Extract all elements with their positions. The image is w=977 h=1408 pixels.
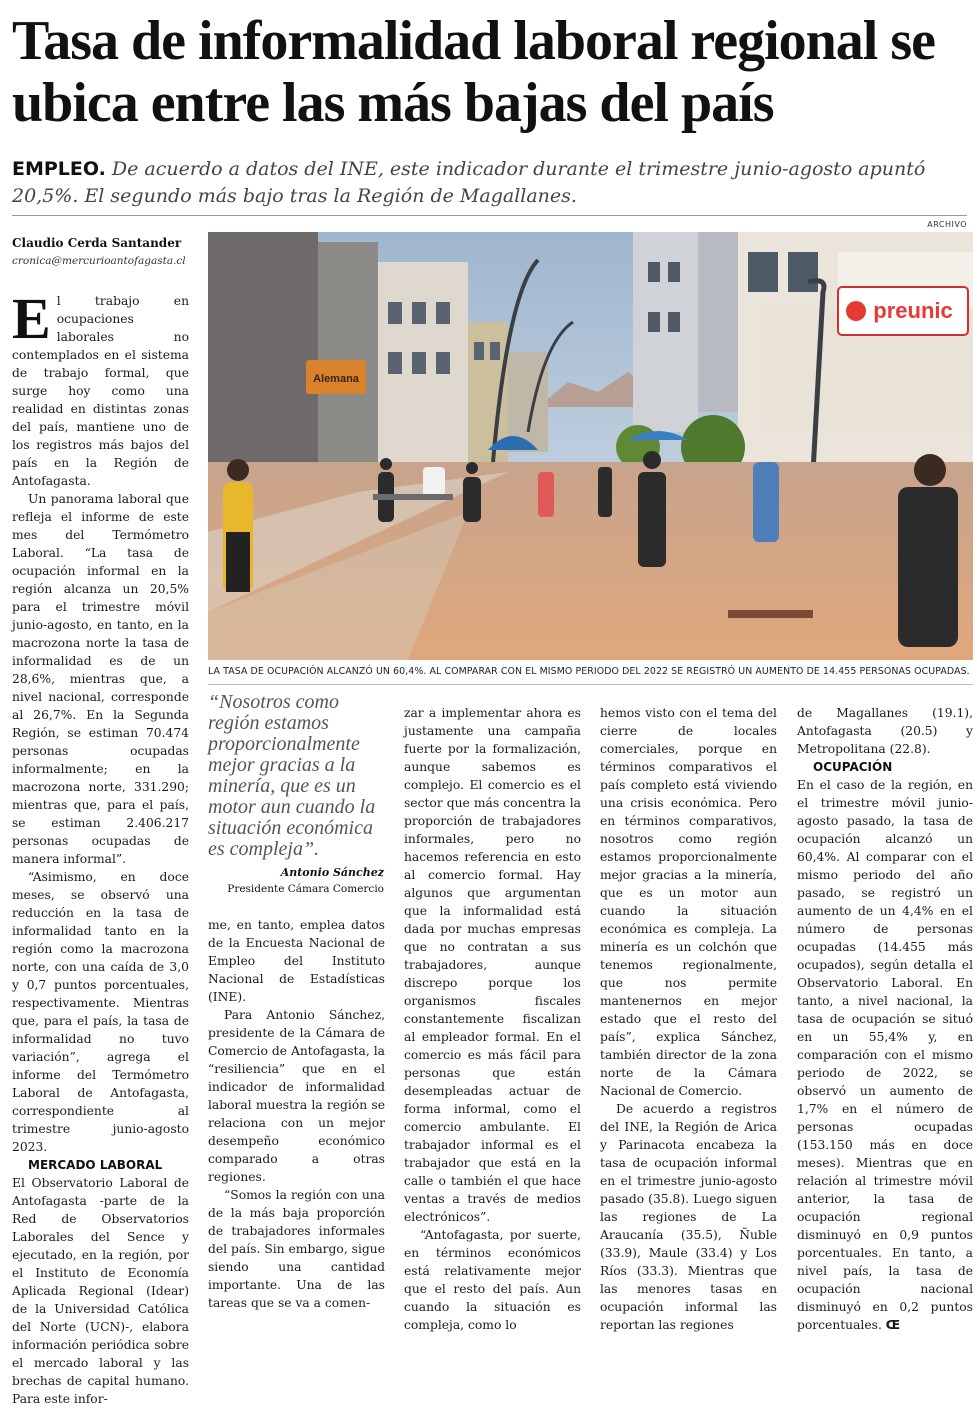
- caption-divider: [208, 684, 973, 685]
- quote-attribution: [208, 866, 384, 895]
- end-mark: Œ: [885, 1318, 901, 1332]
- byline: [12, 236, 197, 267]
- article-column-2: [208, 916, 385, 1312]
- paragraph-2: Un panorama laboral que refleja el informe de este mes del Termómetro Laboral. “La tasa de ocupación informal en la región alcanza un 20,5% para el trimestre móvil junio-agosto, en tanto, en la macrozona norte la tasa de informalidad es de un 28,6%, mientras que, a nivel nacional, corresponde al 26,7%. En la Segunda Región, se estiman 70.474 personas ocupadas informalmente; en la macrozona norte, 331.290; mientras que, para el país, se estiman 2.406.217 personas ocupadas de manera informal”.: [12, 492, 189, 866]
- subhead-ocupacion: OCUPACIÓN: [813, 760, 893, 774]
- paragraph-13: En el caso de la región, en el trimestre móvil junio-agosto pasado, la tasa de ocupación alcanzó un 60,4%. Al comparar con el mismo periodo del año pasado, se registró un aumento de un 4,4% en el número de personas ocupadas (14.455 más ocupados), según detalla el Observatorio Laboral. En tanto, a nivel nacional, la tasa de ocupación se situó en un 55,4% y, en comparación con el mismo periodo de 2022, se observó un aumento de 1,7% en el número de personas ocupadas (153.150 más en doce meses). Mientras que en relación al trimestre móvil anterior, la tasa de ocupación regional disminuyó en 0,9 puntos porcentuales. En tanto, a nivel país, la tasa de ocupación nacional disminuyó en 0,2 puntos porcentuales. Œ: [797, 778, 973, 1332]
- headline: Tasa de informalidad laboral regional se ubica entre las más bajas del país: [12, 10, 935, 134]
- drop-cap: E: [12, 286, 51, 351]
- paragraph-4: El Observatorio Laboral de Antofagasta -parte de la Red de Observatorios Laborales del Sence y ejecutado, en la región, por el Instituto de Economía Aplicada Regional (Idear) de la Universidad Católica del Norte (UCN)-, elabora información periódica sobre el mercado laboral y las brechas de capital humano. Para este infor-: [12, 1176, 189, 1406]
- paragraph-10: hemos visto con el tema del cierre de locales comerciales, porque en términos comparativos el país completo está viviendo una crisis económica. Pero en términos comparativos, nosotros como región estamos proporcionalmente mejor gracias a la minería, que es un motor aun cuando la situación económica es compleja. La minería es un colchón que tenemos regionalmente, que nos permite mantenernos en mejor estado que el resto del país”, explica Sánchez, también director de la zona norte de la Cámara Nacional de Comercio.: [600, 706, 777, 1098]
- deck: [12, 156, 967, 210]
- photo-caption: LA TASA DE OCUPACIÓN ALCANZÓ UN 60,4%. AL COMPARAR CON EL MISMO PERIODO DEL 2022 SE REGISTRÓ UN AUMENTO DE 14.455 PERSONAS OCUPADAS.: [208, 666, 970, 677]
- byline-email[interactable]: cronica@mercurioantofagasta.cl: [12, 255, 186, 267]
- article-column-4: [600, 704, 777, 1334]
- paragraph-5: me, en tanto, emplea datos de la Encuesta Nacional de Empleo del Instituto Nacional de Estadísticas (INE).: [208, 918, 385, 1004]
- street-photo: [208, 232, 973, 660]
- header-divider: [12, 215, 967, 216]
- deck-kicker: EMPLEO.: [12, 158, 106, 180]
- street-photo-illustration: [208, 232, 973, 660]
- paragraph-12: de Magallanes (19.1), Antofagasta (20.5) y Metropolitana (22.8).: [797, 706, 973, 756]
- article-column-1: [12, 286, 189, 1408]
- shop-sign-text: Alemana: [313, 373, 359, 385]
- paragraph-8: zar a implementar ahora es justamente una campaña fuerte por la formalización, aunque sabemos es complejo. El comercio es el sector que más concentra la proporción de trabajadores informales, pero no hacemos referencia en esto al comercio formal. Hay algunos que argumentan que la informalidad está dada por muchas empresas que no contratan a sus trabajadores, aunque discrepo porque los organismos fiscales constantemente fiscalizan al empleador formal. En el comercio es más fácil para personas que están desempleadas actuar de forma informal, como el comercio ambulante. El trabajador informal es el trabajador que está en la calle o también el que hace ventas a través de medios electrónicos”.: [404, 706, 581, 1224]
- paragraph-9: “Antofagasta, por suerte, en términos económicos está relativamente mejor que el resto del país. Aun cuando la situación es compleja, como lo: [404, 1228, 581, 1332]
- pull-quote: “Nosotros como región estamos proporcionalmente mejor gracias a la minería, que es un motor aun cuando la situación económica es compleja”.: [208, 691, 376, 860]
- paragraph-11: De acuerdo a registros del INE, la Región de Arica y Parinacota encabeza la tasa de ocupación informal en el trimestre junio-agosto pasado (35.8). Luego siguen las regiones de La Araucanía (35.5), Ñuble (33.9), Maule (33.4) y Los Ríos (33.3). Mientras que las menores tasas en ocupación informal las reportan las regiones: [600, 1102, 777, 1332]
- deck-text: De acuerdo a datos del INE, este indicador durante el trimestre junio-agosto apuntó 20,5%. El segundo más bajo tras la Región de Magallanes.: [12, 158, 926, 207]
- article-column-5: [797, 704, 973, 1334]
- paragraph-3: “Asimismo, en doce meses, se observó una reducción en la tasa de informalidad tanto en la región como la macrozona norte, con una caída de 3,0 y 0,7 puntos porcentuales, respectivamente. Mientras que, para el país, la tasa de informalidad no tuvo variación”, agrega el informe del Termómetro Laboral de Antofagasta, correspondiente al trimestre junio-agosto 2023.: [12, 870, 189, 1154]
- photo-credit: ARCHIVO: [927, 220, 967, 229]
- paragraph-1: El trabajo en ocupaciones laborales no contemplados en el sistema de trabajo formal, que surge hoy como una realidad en distintas zonas del país, mantiene uno de los registros más bajos del país en la Región de Antofagasta.: [12, 286, 189, 488]
- store-sign-text: preunic: [873, 298, 953, 323]
- article-column-3: [404, 704, 581, 1334]
- paragraph-7: “Somos la región con una de la más baja proporción de trabajadores informales del país. Sin embargo, sigue siendo una cantidad importante. Una de las tareas que se va a comen-: [208, 1188, 385, 1310]
- paragraph-6: Para Antonio Sánchez, presidente de la Cámara de Comercio de Antofagasta, la “resiliencia” que en el indicador de informalidad laboral muestra la región se relaciona con un mejor desempeño económico comparado a otras regiones.: [208, 1008, 385, 1184]
- quote-role: Presidente Cámara Comercio: [227, 883, 384, 895]
- subhead-mercado-laboral: MERCADO LABORAL: [28, 1158, 163, 1172]
- byline-author: Claudio Cerda Santander: [12, 236, 182, 250]
- quote-author: Antonio Sánchez: [280, 866, 384, 879]
